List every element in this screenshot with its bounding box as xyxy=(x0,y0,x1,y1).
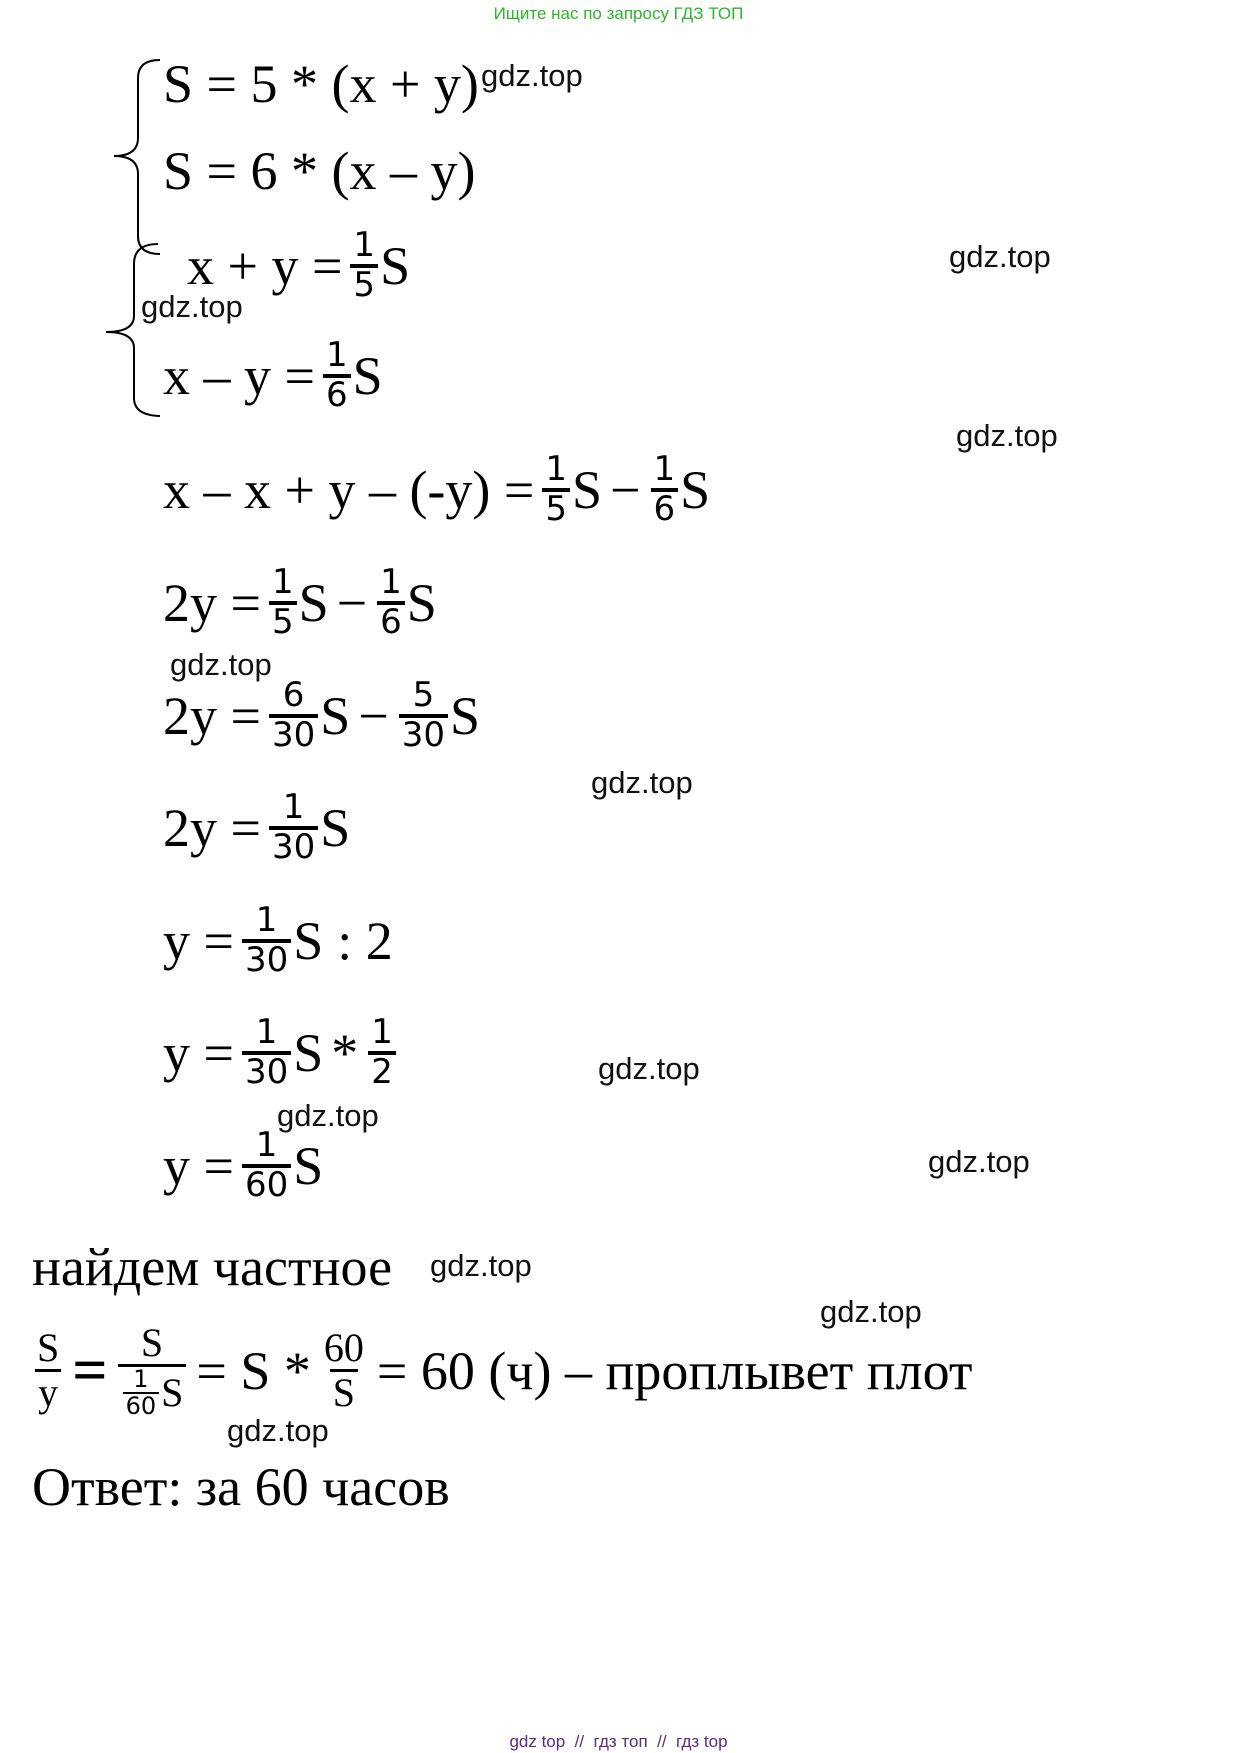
division-tail: : 2 xyxy=(337,910,393,971)
minus-sign: − xyxy=(610,459,641,520)
fraction xyxy=(269,675,318,755)
denominator xyxy=(118,1364,187,1419)
variable: S xyxy=(680,459,711,520)
variable: S xyxy=(320,685,351,746)
variable: S xyxy=(161,1370,184,1416)
fraction xyxy=(399,675,448,755)
step-line xyxy=(163,1125,324,1205)
denominator: 6 xyxy=(323,374,351,414)
search-hint: Ищите нас по запросу ГДЗ ТОП xyxy=(493,4,744,23)
system-brace-2 xyxy=(100,240,160,420)
fraction xyxy=(242,1125,291,1205)
numerator: 1 xyxy=(380,562,402,602)
variable: S xyxy=(406,572,437,633)
numerator: 1 xyxy=(545,449,567,489)
numerator: 6 xyxy=(282,675,305,715)
watermark: gdz.top xyxy=(170,647,272,682)
watermark: gdz.top xyxy=(227,1413,329,1448)
system2-eq2 xyxy=(163,335,383,415)
eq-lhs: y = xyxy=(163,910,234,971)
watermark: gdz.top xyxy=(277,1098,379,1133)
numerator: 1 xyxy=(353,225,376,265)
eq-lhs: 2y = xyxy=(163,797,261,858)
step-line xyxy=(163,1012,398,1092)
step-line xyxy=(163,449,711,529)
step-line xyxy=(163,562,437,642)
variable: S xyxy=(298,572,329,633)
watermark: gdz.top xyxy=(598,1051,700,1086)
fraction xyxy=(542,449,570,529)
numerator: 1 xyxy=(133,1365,149,1393)
quotient-heading: найдем частное xyxy=(32,1237,393,1297)
step-line xyxy=(163,787,351,867)
eq-lhs: y = xyxy=(163,1022,234,1083)
step-line xyxy=(163,900,393,980)
denominator: 30 xyxy=(269,714,318,754)
variable: S xyxy=(380,235,411,296)
variable: S xyxy=(450,685,481,746)
denominator: 2 xyxy=(368,1051,396,1091)
fraction xyxy=(242,900,291,980)
fraction xyxy=(269,787,318,867)
denominator: y xyxy=(35,1369,61,1414)
watermark: gdz.top xyxy=(928,1144,1030,1179)
denominator: 5 xyxy=(350,264,378,304)
variable: S xyxy=(293,1022,324,1083)
eq-lhs: 2y = xyxy=(163,685,261,746)
fraction xyxy=(321,1327,367,1414)
fraction xyxy=(651,449,679,529)
denominator: 30 xyxy=(269,826,318,866)
denominator: 5 xyxy=(269,601,297,641)
eq-lhs: 2y = xyxy=(163,572,261,633)
numerator: 1 xyxy=(255,900,278,940)
result-text: = 60 (ч) – проплывет плот xyxy=(376,1340,973,1401)
variable: S xyxy=(572,459,603,520)
numerator: 1 xyxy=(255,1125,278,1165)
denominator: 60 xyxy=(123,1392,160,1419)
minus-sign: − xyxy=(358,685,389,746)
variable: S xyxy=(293,1135,324,1196)
numerator: 5 xyxy=(412,675,435,715)
system1-eq1: S = 5 * (x + y) xyxy=(163,54,479,114)
numerator: S xyxy=(140,1320,164,1365)
watermark: gdz.top xyxy=(949,239,1051,274)
minus-sign: − xyxy=(336,572,368,633)
fraction xyxy=(34,1327,62,1414)
watermark: gdz.top xyxy=(481,58,583,93)
numerator: 1 xyxy=(255,1012,278,1052)
fraction xyxy=(350,225,378,305)
denominator: 30 xyxy=(242,939,291,979)
watermark: gdz.top xyxy=(141,289,243,324)
eq-lhs: x – y = xyxy=(163,345,315,406)
numerator: 1 xyxy=(653,449,676,489)
denominator: S xyxy=(330,1369,358,1414)
variable: S xyxy=(352,345,383,406)
system-brace-1 xyxy=(108,58,168,258)
numerator: 60 xyxy=(323,1325,364,1371)
nested-fraction xyxy=(123,1367,160,1419)
watermark: gdz.top xyxy=(956,418,1058,453)
watermark: gdz.top xyxy=(820,1294,922,1329)
equals-sign: = xyxy=(72,1336,108,1405)
numerator: 1 xyxy=(371,1012,393,1052)
variable: S xyxy=(293,910,324,971)
multiply-part: = S * xyxy=(196,1340,311,1401)
fraction xyxy=(377,562,405,642)
multiply-sign: * xyxy=(331,1022,359,1083)
fraction xyxy=(368,1012,396,1092)
denominator: 30 xyxy=(242,1051,291,1091)
denominator: 30 xyxy=(399,714,448,754)
system1-eq2: S = 6 * (x – y) xyxy=(163,141,476,201)
fraction xyxy=(323,335,351,415)
numerator: S xyxy=(37,1325,60,1371)
footer-links: gdz top // гдз топ // гдз top xyxy=(509,1732,728,1751)
denominator: 60 xyxy=(242,1164,291,1204)
denominator: 6 xyxy=(651,488,679,528)
eq-lhs: x + y = xyxy=(187,235,343,296)
fraction xyxy=(242,1012,291,1092)
numerator: 1 xyxy=(282,787,305,827)
step-line xyxy=(163,675,481,755)
eq-lhs: x – x + y – (-y) = xyxy=(163,459,535,520)
fraction xyxy=(269,562,297,642)
quotient-line xyxy=(32,1322,972,1419)
fraction xyxy=(118,1322,187,1419)
eq-lhs: y = xyxy=(163,1135,234,1196)
denominator: 6 xyxy=(377,601,405,641)
watermark: gdz.top xyxy=(591,765,693,800)
numerator: 1 xyxy=(271,562,294,602)
numerator: 1 xyxy=(325,335,348,375)
variable: S xyxy=(320,797,351,858)
denominator: 5 xyxy=(542,488,570,528)
answer-line: Ответ: за 60 часов xyxy=(32,1457,450,1517)
watermark: gdz.top xyxy=(430,1248,532,1283)
